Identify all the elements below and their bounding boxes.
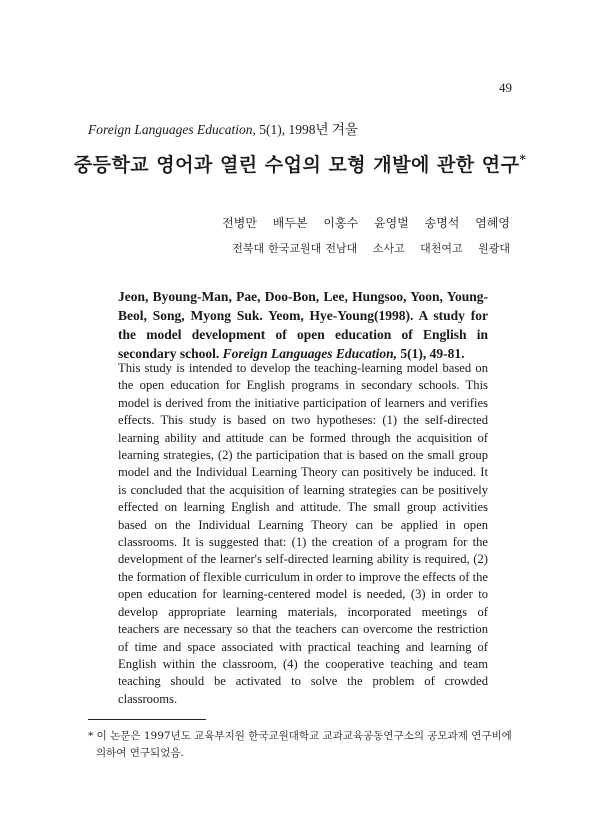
citation-journal: Foreign Languages Education, xyxy=(222,346,398,361)
footnote-line: 의하여 연구되었음. xyxy=(96,747,184,759)
author-name: 배두본 xyxy=(272,216,308,230)
author-name: 윤영벌 xyxy=(374,216,409,230)
author-name: 염혜영 xyxy=(475,216,510,230)
page-number: 49 xyxy=(499,80,512,95)
affiliation: 소사고 xyxy=(372,242,405,255)
affiliation: 전북대 xyxy=(232,242,265,255)
affiliation: 한국교원대 xyxy=(268,242,322,255)
paper-title-text: 중등학교 영어과 열린 수업의 모형 개발에 관한 연구 xyxy=(73,154,520,176)
author-names xyxy=(210,211,510,236)
paper-title xyxy=(0,150,600,177)
journal-header xyxy=(88,118,358,138)
author-name: 전병만 xyxy=(222,216,257,230)
citation-block xyxy=(118,287,488,363)
affiliation: 원광대 xyxy=(478,242,510,255)
author-name: 이홍수 xyxy=(323,216,359,230)
citation-authors-title: Jeon, Byoung-Man, Pae, Doo-Bon, Lee, Hungsoo, Yoon, Young-Beol, Song, Myong Suk. Yeom, Hye-Young(1998). A study for the model development of open education of English in secondary school. xyxy=(118,289,488,361)
journal-year-season: 1998년 겨울 xyxy=(288,122,358,137)
author-block xyxy=(210,211,510,261)
affiliation: 전남대 xyxy=(325,242,358,255)
footnote-divider xyxy=(88,719,206,720)
author-name: 송명석 xyxy=(424,216,460,230)
citation-volume-pages: 5(1), 49-81. xyxy=(400,346,465,361)
abstract-text: This study is intended to develop the teaching-learning model based on the open education for English programs in secondary schools. This model is derived from the initiative participation of learners and verifies effects. This study is based on two hypotheses: (1) the self-directed learning ability and attitude can be formed through the acquisition of learning strategies, (2) the participation that is based on the small group model and the Individual Learning Theory can positively be induced. It is concluded that the acquisition of learning strategies can be positively effected on learning English and attitude. The small group activities based on the Individual Learning Theory can be applied in open classrooms. It is suggested that: (1) the creation of a program for the development of the learner's self-directed learning ability is required, (2) the formation of flexible curriculum in order to improve the effects of the open education for learning-centered model is needed, (3) in order to develop appropriate learning materials, incorporated meetings of teachers are necessary so that the teachers can overcome the restriction of time and space associated with practical teaching and learning of English within the classroom, (4) the cooperative teaching and team teaching should be activated to solve the problem of crowded classrooms. xyxy=(118,361,488,706)
journal-name: Foreign Languages Education, xyxy=(88,122,256,137)
author-affiliations xyxy=(210,236,510,261)
affiliation: 대천여고 xyxy=(420,242,463,255)
footnote xyxy=(88,728,528,762)
title-footnote-mark: * xyxy=(519,152,527,167)
footnote-line: * 이 논문은 1997년도 교육부지원 한국교원대학교 교과교육공동연구소의 공모과제 연구비에 xyxy=(88,730,512,742)
journal-volume: 5(1), xyxy=(259,122,286,137)
